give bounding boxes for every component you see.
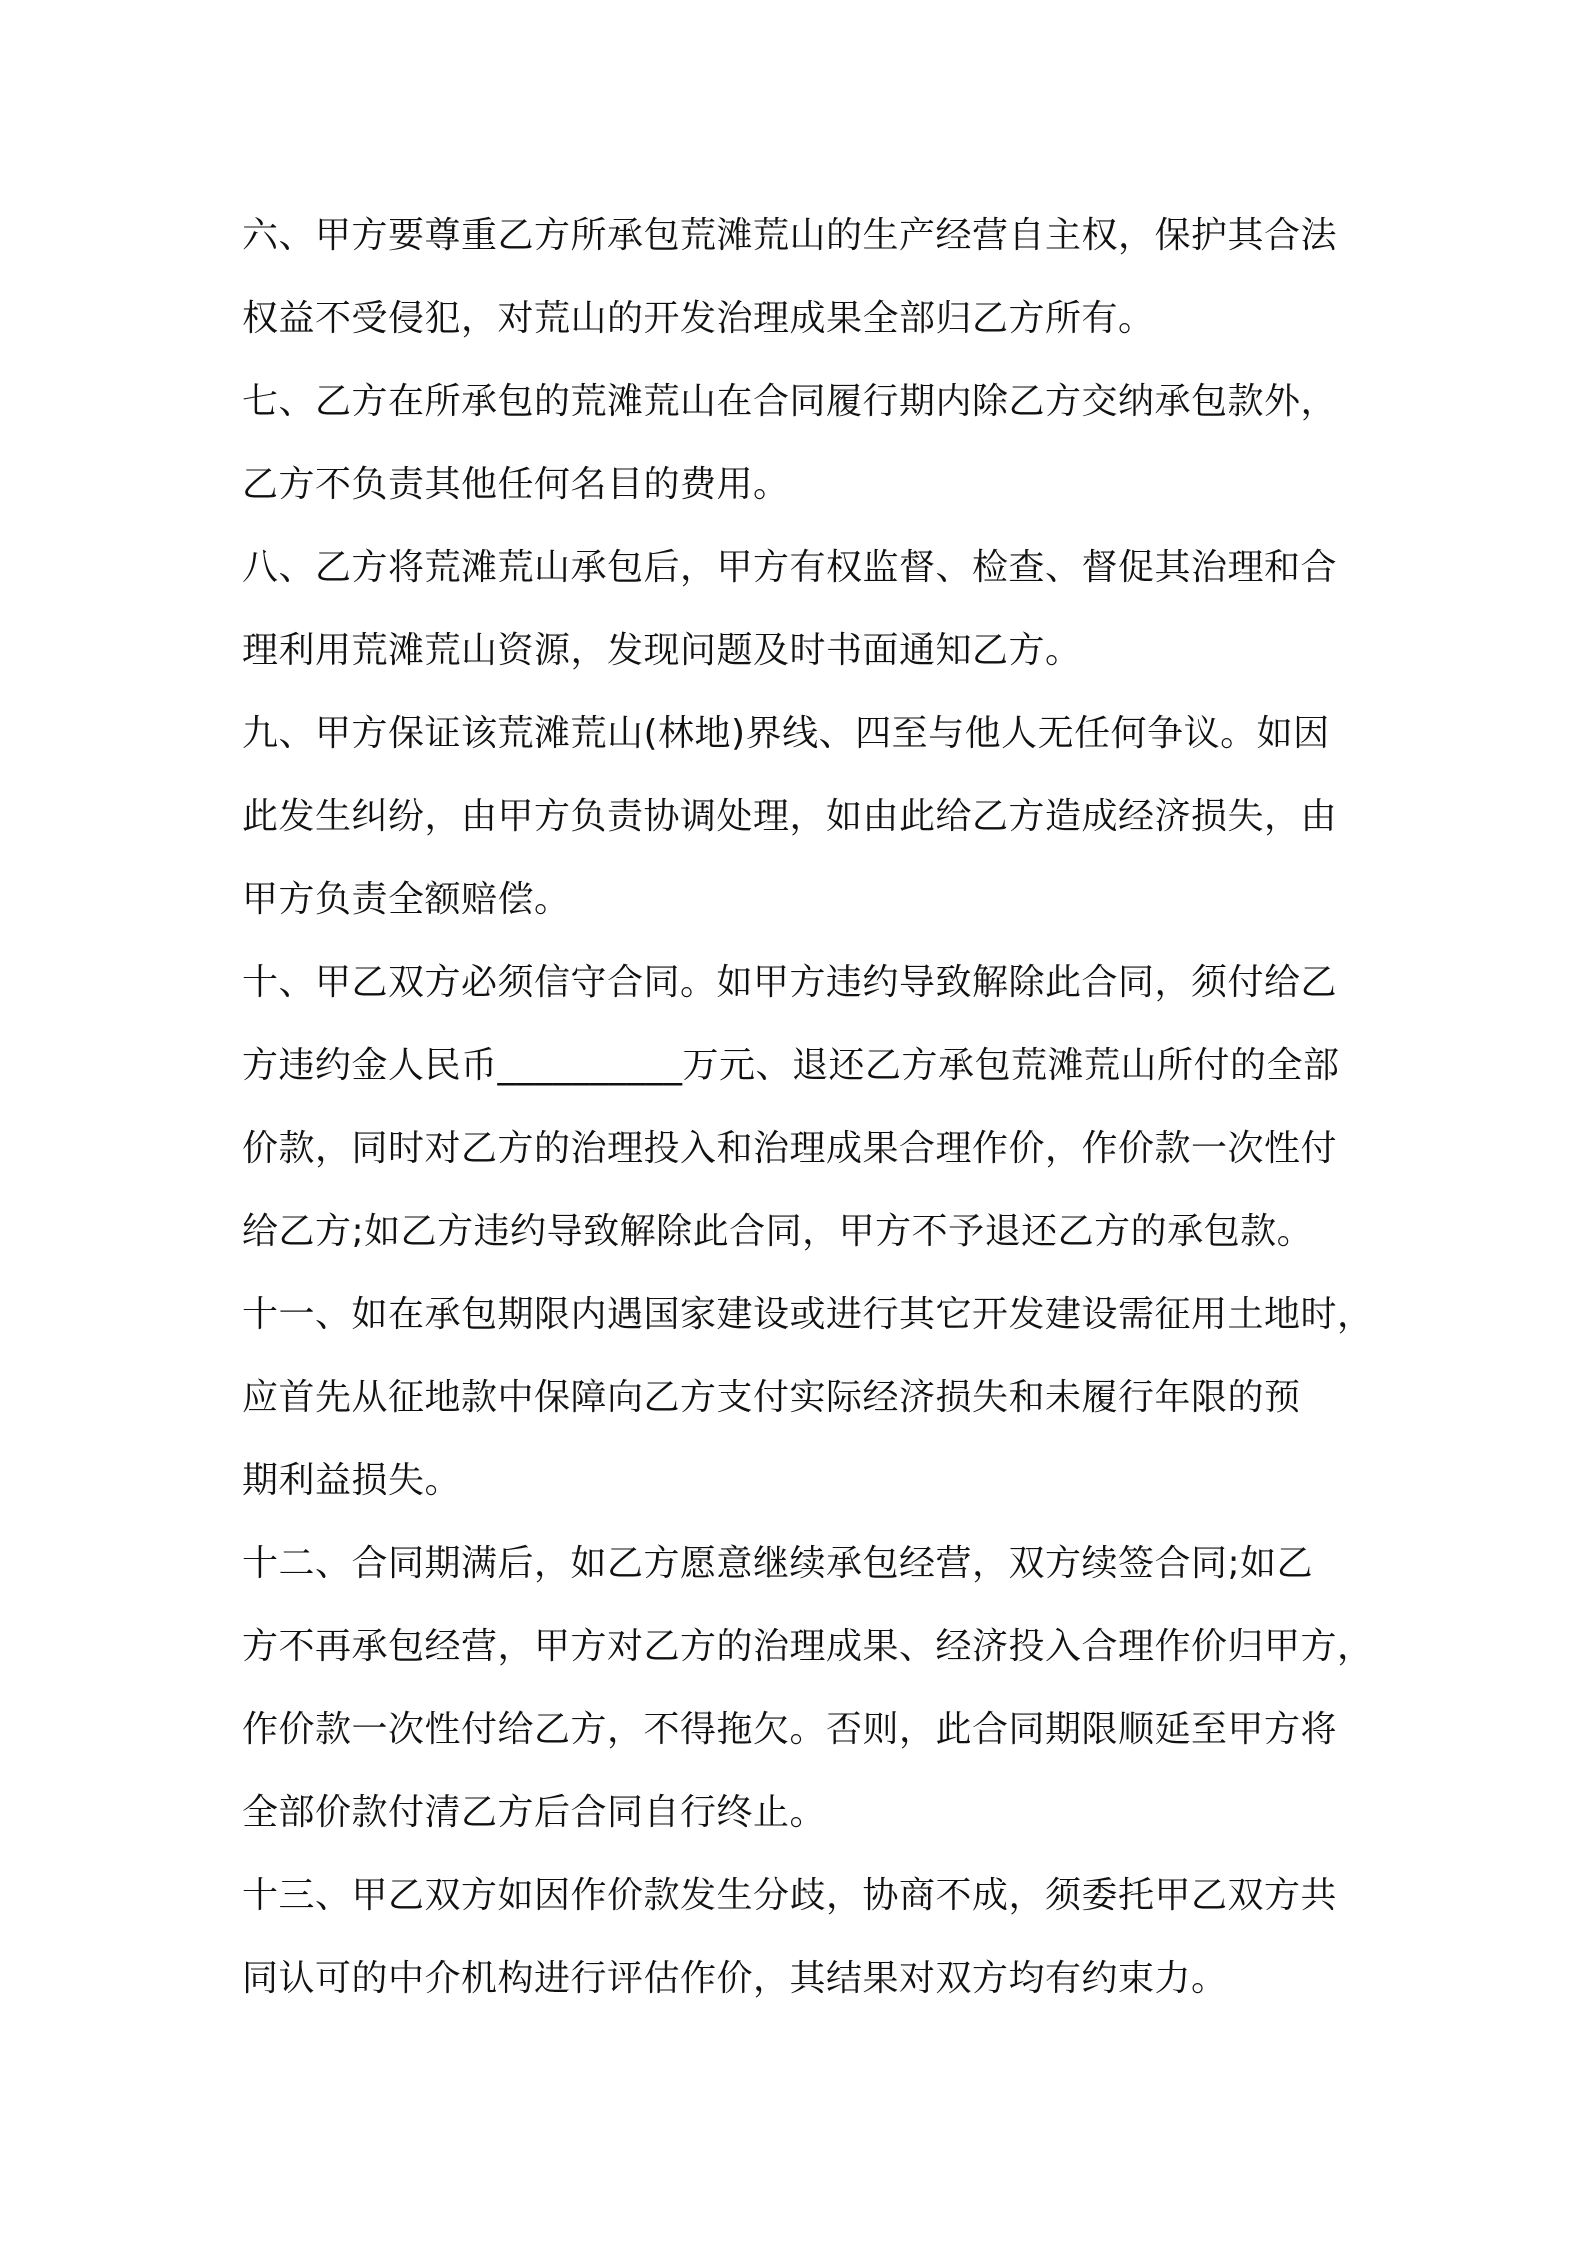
- clause-line: 此发生纠纷，由甲方负责协调处理，如由此给乙方造成经济损失，由: [242, 796, 1338, 837]
- clause-line: 十二、合同期满后，如乙方愿意继续承包经营，双方续签合同;如乙: [242, 1543, 1314, 1584]
- clause-12: [242, 1522, 1372, 1854]
- clause-line: 应首先从征地款中保障向乙方支付实际经济损失和未履行年限的预: [242, 1377, 1301, 1418]
- clause-line: 九、甲方保证该荒滩荒山(林地)界线、四至与他人无任何争议。如因: [242, 713, 1330, 754]
- clause-13: [242, 1854, 1372, 2020]
- clause-line: 甲方负责全额赔偿。: [242, 879, 571, 920]
- clause-line: 权益不受侵犯，对荒山的开发治理成果全部归乙方所有。: [242, 298, 1155, 339]
- clause-line: 六、甲方要尊重乙方所承包荒滩荒山的生产经营自主权，保护其合法: [242, 215, 1338, 256]
- clause-line: 期利益损失。: [242, 1460, 462, 1501]
- clause-line: 给乙方;如乙方违约导致解除此合同，甲方不予退还乙方的承包款。: [242, 1211, 1314, 1252]
- clause-line: 七、乙方在所承包的荒滩荒山在合同履行期内除乙方交纳承包款外，: [242, 381, 1338, 422]
- clause-11: [242, 1273, 1372, 1522]
- clause-7: [242, 360, 1372, 526]
- clause-line: 十、甲乙双方必须信守合同。如甲方违约导致解除此合同，须付给乙: [242, 962, 1338, 1003]
- clause-line: 全部价款付清乙方后合同自行终止。: [242, 1792, 827, 1833]
- clause-line: 十三、甲乙双方如因作价款发生分歧，协商不成，须委托甲乙双方共: [242, 1875, 1338, 1916]
- clause-10: [242, 941, 1372, 1273]
- clause-6: [242, 194, 1372, 360]
- clause-line: 八、乙方将荒滩荒山承包后，甲方有权监督、检查、督促其治理和合: [242, 547, 1338, 588]
- clause-line: 方违约金人民币__________万元、退还乙方承包荒滩荒山所付的全部: [242, 1045, 1340, 1086]
- clause-line: 同认可的中介机构进行评估作价，其结果对双方均有约束力。: [242, 1958, 1228, 1999]
- clause-line: 理利用荒滩荒山资源，发现问题及时书面通知乙方。: [242, 630, 1082, 671]
- clause-line: 方不再承包经营，甲方对乙方的治理成果、经济投入合理作价归甲方，: [242, 1626, 1374, 1667]
- clause-line: 十一、如在承包期限内遇国家建设或进行其它开发建设需征用土地时，: [242, 1294, 1374, 1335]
- clause-line: 作价款一次性付给乙方，不得拖欠。否则，此合同期限顺延至甲方将: [242, 1709, 1338, 1750]
- contract-body: [242, 194, 1372, 2020]
- clause-9: [242, 692, 1372, 941]
- clause-line: 价款，同时对乙方的治理投入和治理成果合理作价，作价款一次性付: [242, 1128, 1338, 1169]
- clause-line: 乙方不负责其他任何名目的费用。: [242, 464, 790, 505]
- clause-8: [242, 526, 1372, 692]
